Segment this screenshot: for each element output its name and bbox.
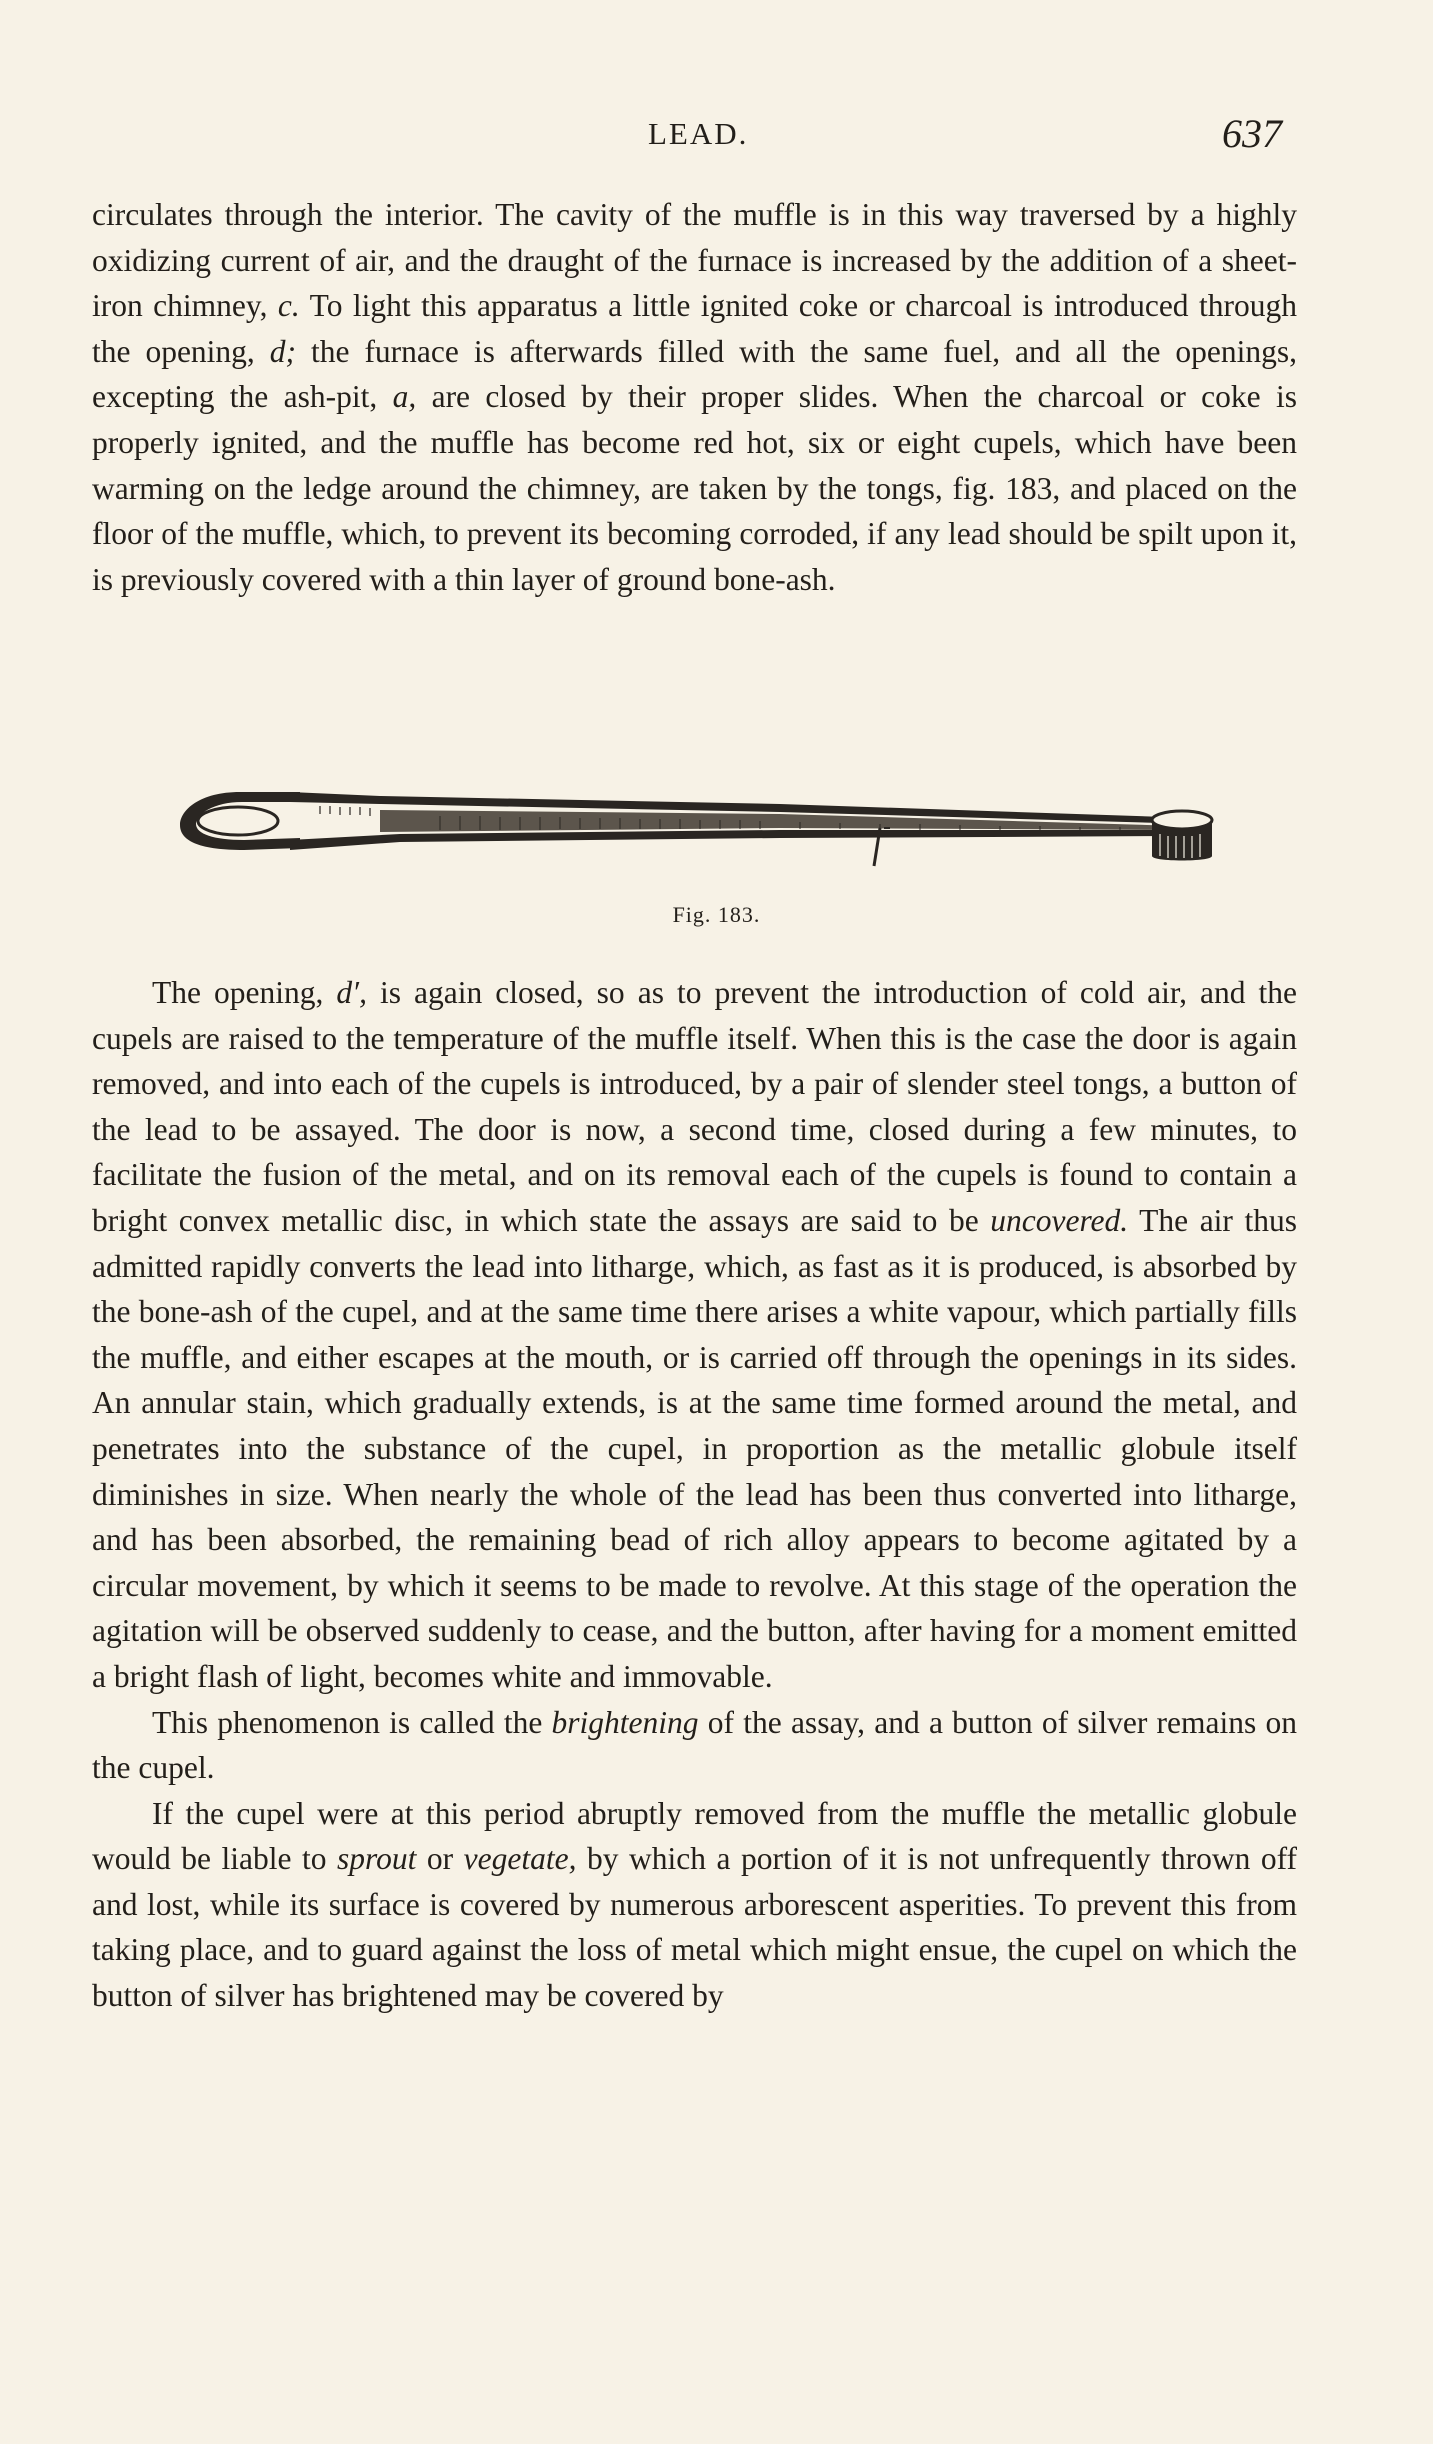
- text-run: are closed by their proper slides. When the charcoal or coke is properly ignited, and the muffle has become red hot, six or eight cupels, which have been warming on the ledge around the chimney, are taken by the tongs, fig. 183, and placed on the floor of the muffle, which, to prevent its becoming corroded, if any lead should be spilt upon it, is previously covered with a thin layer of ground bone-ash.: [92, 379, 1297, 597]
- text-run: If the cupel were at this period abruptly removed from the muffle the metallic globule would be liable to: [92, 1795, 1297, 1877]
- text-run: The air thus admitted rapidly converts the lead into litharge, which, as fast as it is produced, is absorbed by the bone-ash of the cupel, and at the same time there arises a white vapour, which partially fills the muffle, and either escapes at the mouth, or is carried off through the openings in its sides. An annular stain, which gradually extends, is at the same time formed around the metal, and penetrates into the substance of the cupel, in proportion as the metallic globule itself diminishes in size. When nearly the whole of the lead has been thus converted into litharge, and has been absorbed, the remaining bead of rich alloy appears to become agitated by a circular movement, by which it seems to be made to revolve. At this stage of the operation the agitation will be observed suddenly to cease, and the button, after having for a moment emitted a bright flash of light, becomes white and immovable.: [92, 1202, 1297, 1694]
- italic-run: a,: [392, 379, 417, 415]
- text-run: of the assay, and a button of silver remains on the cupel.: [92, 1704, 1298, 1786]
- text-block-top: [92, 192, 1297, 602]
- italic-run: c.: [277, 288, 300, 324]
- running-title: LEAD.: [648, 116, 749, 151]
- text-run: circulates through the interior. The cavity of the muffle is in this way traversed by a highly oxidizing current of air, and the draught of the furnace is increased by the addition of a sheet-iron chimney,: [92, 197, 1297, 324]
- text-run: The opening,: [152, 975, 337, 1010]
- paragraph-4: [92, 1791, 1297, 2019]
- text-run: This phenomenon is called the: [152, 1704, 552, 1740]
- running-header: [0, 112, 1433, 162]
- text-run: by which a portion of it is not unfrequently thrown off and lost, while its surface is covered by numerous arborescent asperities. To prevent this from taking place, and to guard against the loss of metal which might ensue, the cupel on which the button of silver has brightened may be covered by: [92, 1841, 1297, 2014]
- paragraph-1: [92, 192, 1297, 602]
- paragraph-2: [92, 970, 1297, 1700]
- text-run: or: [416, 1841, 464, 1877]
- text-run: To light this apparatus a little ignited coke or charcoal is introduced through the opening,: [92, 288, 1297, 369]
- italic-run: sprout: [337, 1841, 417, 1877]
- figure-caption: Fig. 183.: [672, 902, 761, 927]
- text-run: the furnace is afterwards filled with the same fuel, and all the openings, excepting the ash-pit,: [92, 333, 1298, 415]
- italic-run: uncovered.: [990, 1202, 1129, 1238]
- tongs-illustration: [180, 770, 1220, 890]
- text-block-bottom: [92, 970, 1297, 2019]
- italic-run: d;: [269, 333, 297, 369]
- text-run: is again closed, so as to prevent the introduction of cold air, and the cupels are raised to the temperature of the muffle itself. When this is the case the door is again removed, and into each of the cupels is introduced, by a pair of slender steel tongs, a button of the lead to be assayed. The door is now, a second time, closed during a few minutes, to facilitate the fusion of the metal, and on its removal each of the cupels is found to contain a bright convex metallic disc, in which state the assays are said to be: [92, 975, 1297, 1238]
- tongs-icon: [180, 770, 1220, 890]
- italic-run: vegetate,: [463, 1841, 577, 1877]
- italic-run: brightening: [551, 1704, 699, 1740]
- paragraph-3: [92, 1700, 1297, 1791]
- page-number: 637: [1222, 111, 1282, 156]
- italic-run: d′,: [336, 975, 367, 1010]
